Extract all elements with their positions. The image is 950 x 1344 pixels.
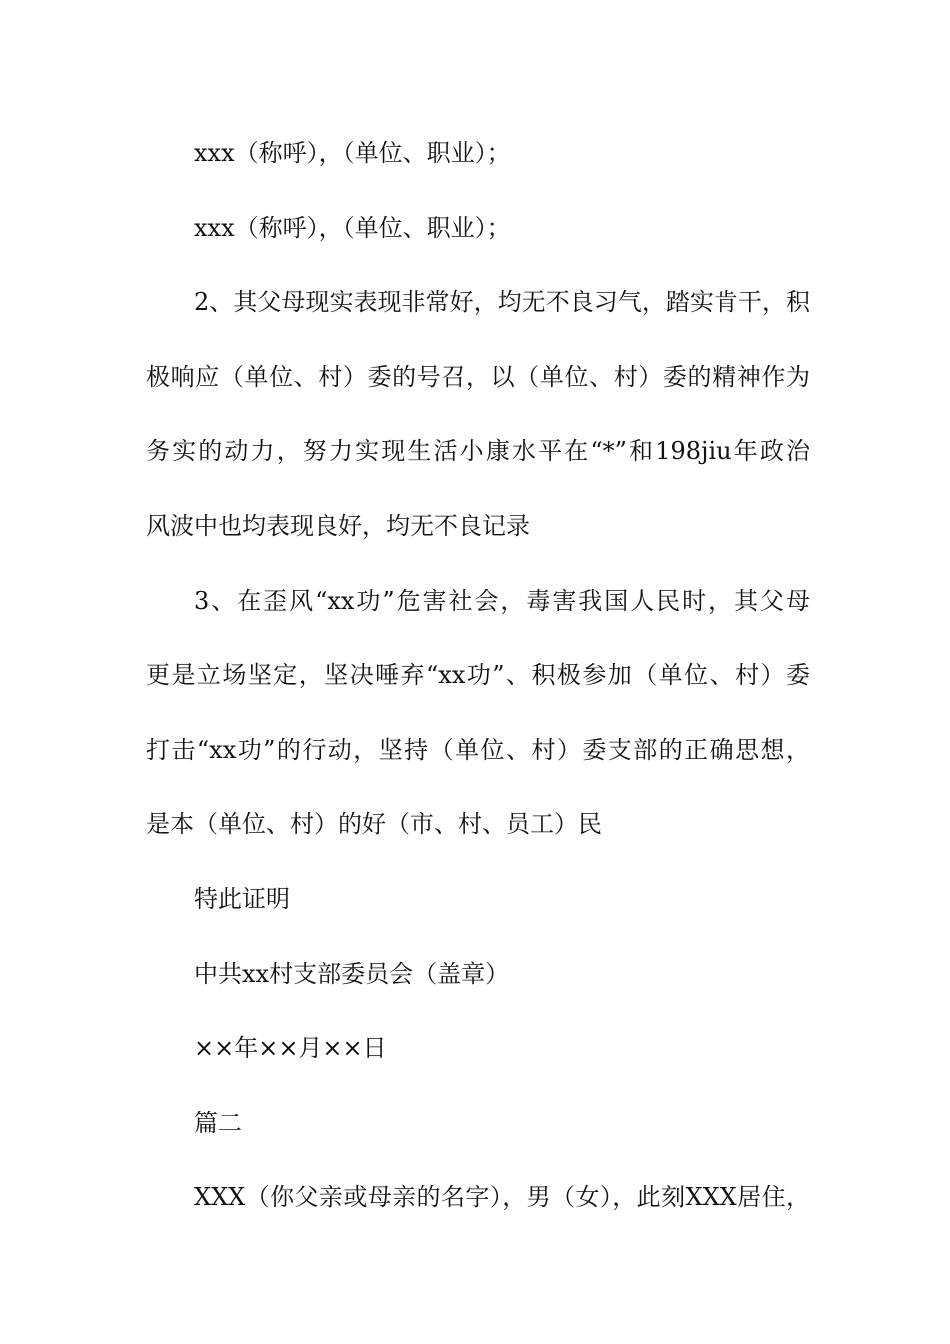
issue-date: ××年××月××日: [194, 1034, 387, 1063]
issuer-name: 中共xx村支部委员会（盖章）: [194, 959, 510, 988]
paragraph-line-1: xxx（称呼），（单位、职业）；: [194, 139, 511, 167]
paragraph-line-7: 3、在歪风“xx功”危害社会，毒害我国人民时，其父母: [194, 586, 810, 615]
section-heading: 篇二: [194, 1108, 242, 1137]
paragraph-line-15: XXX（你父亲或母亲的名字），男（女），此刻XXX居住，: [194, 1183, 810, 1212]
paragraph-line-9: 打击“xx功”的行动，坚持（单位、村）委支部的正确思想，: [146, 735, 810, 764]
paragraph-line-4: 极响应（单位、村）委的号召，以（单位、村）委的精神作为: [146, 362, 810, 391]
certification-statement: 特此证明: [194, 884, 290, 913]
paragraph-line-10: 是本（单位、村）的好（市、村、员工）民: [146, 810, 602, 839]
document-body: [146, 126, 810, 1245]
paragraph-line-5: 务实的动力，努力实现生活小康水平在“*”和198jiu年政治: [146, 437, 810, 466]
paragraph-line-2: xxx（称呼），（单位、职业）；: [194, 213, 511, 242]
paragraph-line-8: 更是立场坚定，坚决唾弃“xx功”、积极参加（单位、村）委: [146, 661, 810, 690]
paragraph-line-3: 2、其父母现实表现非常好，均无不良习气，踏实肯干，积: [194, 288, 810, 317]
paragraph-line-6: 风波中也均表现良好，均无不良记录: [146, 511, 530, 540]
